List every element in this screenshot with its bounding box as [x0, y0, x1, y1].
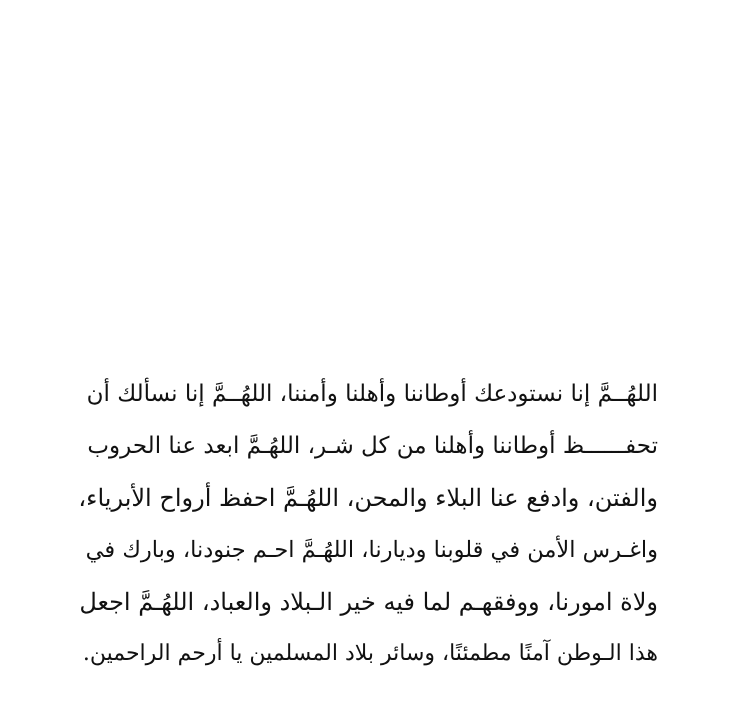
paragraph-line-6: هذا الـوطن آمنًا مطمئنًا، وسائر بلاد المسلمين يا أرحم الراحمين.: [82, 641, 658, 666]
paragraph-line-2: تحفــــــظ أوطاننا وأهلنا من كل شـر، اللهُـمَّ ابعد عنا الحروب: [87, 433, 658, 459]
prayer-paragraph: [78, 368, 658, 680]
paragraph-line-4: واغـرس الأمن في قلوبنا وديارنا، اللهُـمَّ احـم جنودنا، وبارك في: [85, 537, 658, 563]
paragraph-line-1: اللهُــمَّ إنا نستودعك أوطاننا وأهلنا وأمننا، اللهُــمَّ إنا نسألك أن: [86, 381, 658, 407]
paragraph-line-3: والفتن، وادفع عنا البلاء والمحن، اللهُـمَّ احفظ أرواح الأبرياء،: [78, 484, 658, 512]
paragraph-line-5: ولاة امورنا، ووفقهـم لما فيه خير الـبلاد والعباد، اللهُـمَّ اجعل: [79, 588, 658, 616]
